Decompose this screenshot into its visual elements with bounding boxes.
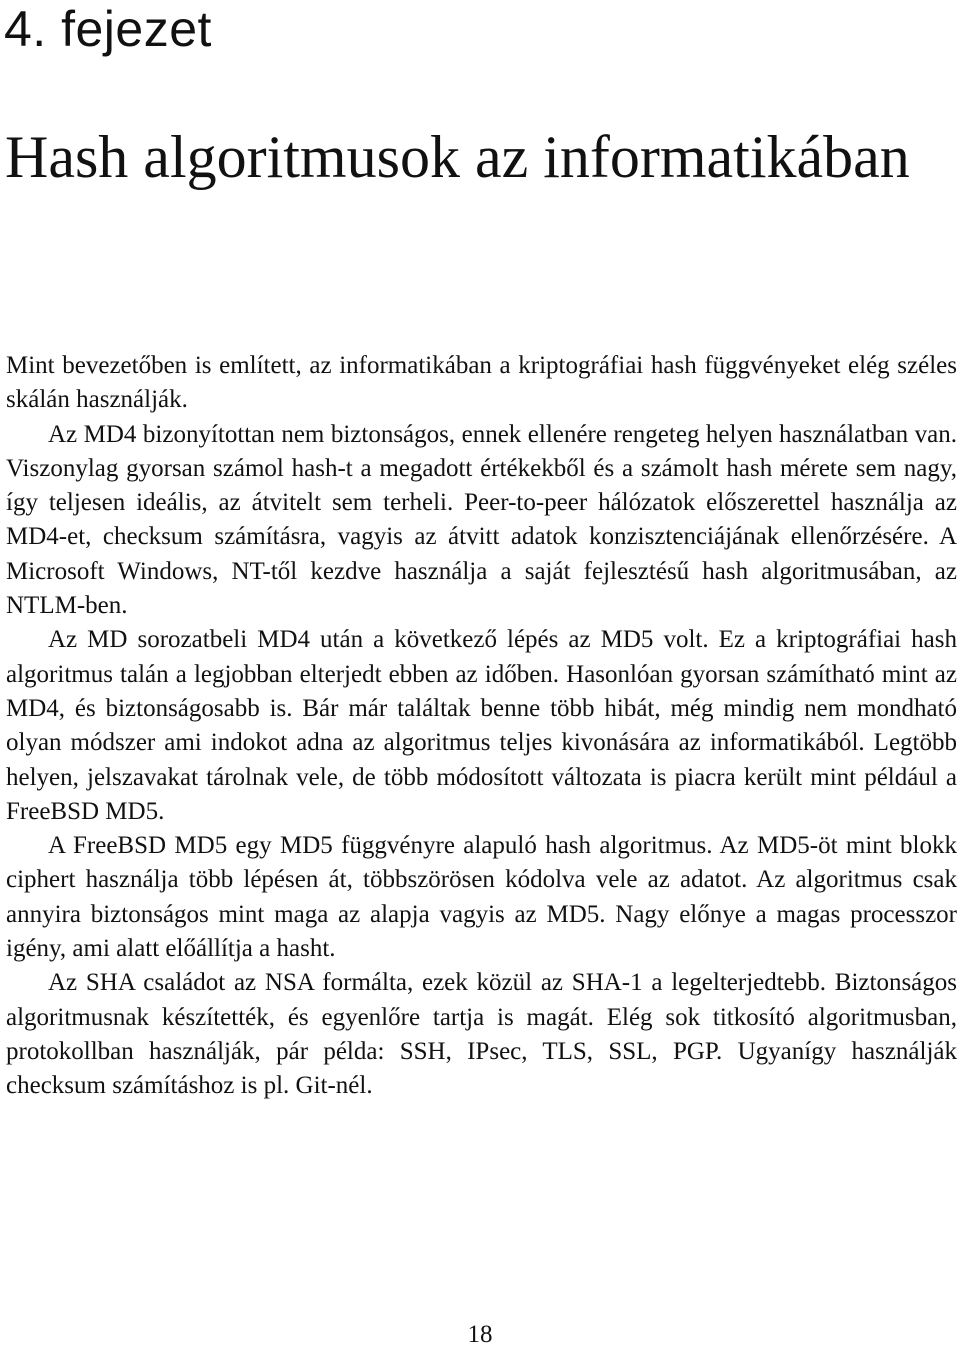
- paragraph-freebsd-md5: A FreeBSD MD5 egy MD5 függvényre alapuló hash algoritmus. Az MD5-öt mint blokk ciphert használja több lépésen át, többszörösen kódolva vele az adatot. Az algoritmus csak annyira biztonságos mint maga az alapja vagyis az MD5. Nagy előnye a magas processzor igény, ami alatt előállítja a hasht.: [6, 832, 957, 963]
- chapter-title: Hash algoritmusok az informatikában: [5, 124, 910, 190]
- page-number: 18: [467, 1321, 493, 1348]
- chapter-label: 4. fejezet: [4, 1, 212, 57]
- paragraph-sha: Az SHA családot az NSA formálta, ezek közül az SHA-1 a legelterjedtebb. Biztonságos algoritmusnak készítették, és egyenlőre tartja is magát. Elég sok titkosító algoritmusban, protokollban használják, pár példa: SSH, IPsec, TLS, SSL, PGP. Ugyanígy használják checksum számításhoz is pl. Git-nél.: [6, 969, 957, 1100]
- paragraph-md4: Az MD4 bizonyítottan nem biztonságos, ennek ellenére rengeteg helyen használatban van. Viszonylag gyorsan számol hash-t a megadott értékekből és a számolt hash mérete sem nagy, így teljesen ideális, az átvitelt sem terheli. Peer-to-peer hálózatok előszerettel használja az MD4-et, checksum számításra, vagyis az átvitt adatok konzisztenciájának ellenőrzésére. A Microsoft Windows, NT-től kezdve használja a saját fejlesztésű hash algoritmusában, az NTLM-ben.: [6, 420, 957, 620]
- paragraph-intro: Mint bevezetőben is említett, az informatikában a kriptográfiai hash függvényeket elég széles skálán használják.: [6, 352, 957, 414]
- paragraph-md5: Az MD sorozatbeli MD4 után a következő lépés az MD5 volt. Ez a kriptográfiai hash algoritmus talán a legjobban elterjedt ebben az időben. Hasonlóan gyorsan számítható mint az MD4, és biztonságosabb is. Bár már találtak benne több hibát, még mindig nem mondható olyan módszer ami indokot adna az algoritmus teljes kivonására az informatikából. Legtöbb helyen, jelszavakat tárolnak vele, de több módosított változata is piacra került mint például a FreeBSD MD5.: [6, 626, 957, 825]
- body-text: [6, 349, 957, 1104]
